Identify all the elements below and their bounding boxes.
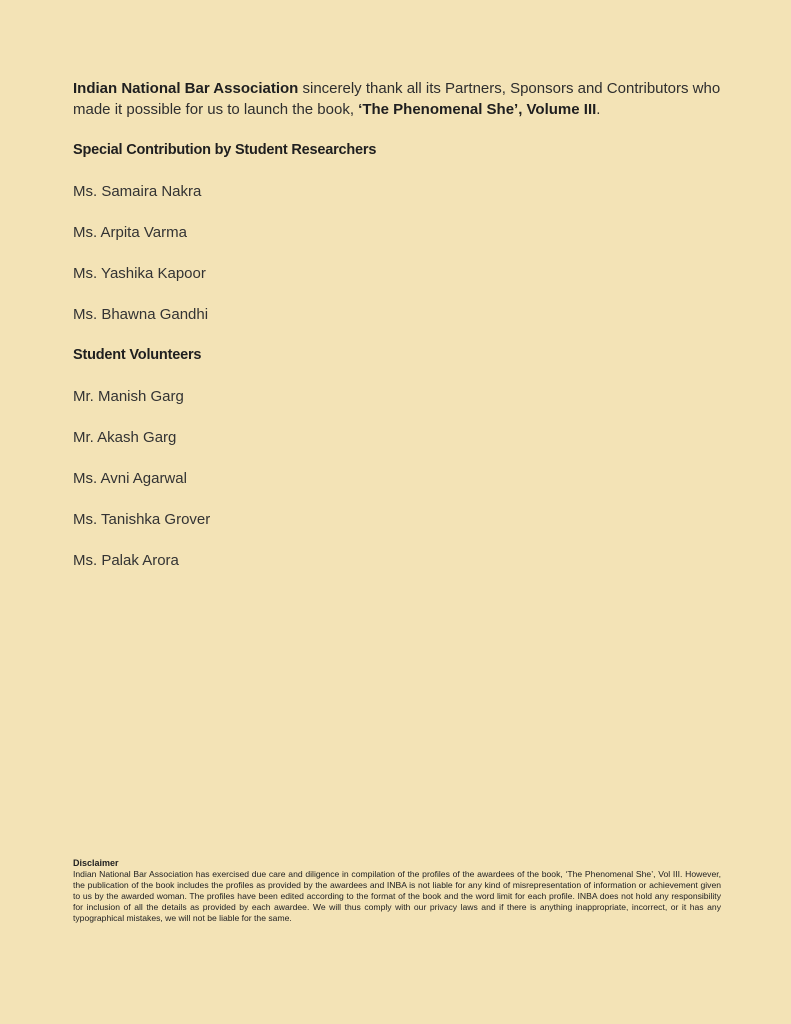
researcher-name: Ms. Yashika Kapoor [73, 265, 206, 282]
volunteer-name: Mr. Manish Garg [73, 388, 184, 405]
volunteer-name: Ms. Palak Arora [73, 552, 179, 569]
volunteer-name: Mr. Akash Garg [73, 429, 177, 446]
intro-end: . [596, 101, 601, 118]
disclaimer-title: Disclaimer [73, 858, 119, 868]
intro-text: sincerely thank all its Partners, Sponsors and Contributors who made it possible for us to launch the book, [73, 80, 721, 118]
volunteers-heading: Student Volunteers [73, 347, 202, 363]
researcher-name: Ms. Arpita Varma [73, 224, 187, 241]
volunteer-name: Ms. Avni Agarwal [73, 470, 187, 487]
disclaimer-block [73, 858, 721, 924]
disclaimer-text: Indian National Bar Association has exercised due care and diligence in compilation of the profiles of the awardees of the book, ‘The Phenomenal She’, Vol III. However, the publication of the book includes the profiles as provided by the awardees and INBA is not liable for any kind of misrepresentation of information or achievement given to us by the awarded woman. The profiles have been edited according to the format of the book and the word limit for each profile. INBA does not hold any responsibility for inclusion of all the details as provided by each awardee. We will thus comply with our privacy laws and if there is anything inappropriate, incorrect, or it has any typographical mistakes, we will not be liable for the same. [73, 869, 721, 923]
volunteer-name: Ms. Tanishka Grover [73, 511, 211, 528]
book-title: ‘The Phenomenal She’, Volume III [358, 101, 597, 118]
researchers-heading: Special Contribution by Student Researchers [73, 142, 377, 158]
acknowledgement-paragraph [73, 78, 733, 120]
researcher-name: Ms. Bhawna Gandhi [73, 306, 209, 323]
org-name: Indian National Bar Association [73, 80, 299, 97]
researcher-name: Ms. Samaira Nakra [73, 183, 202, 200]
